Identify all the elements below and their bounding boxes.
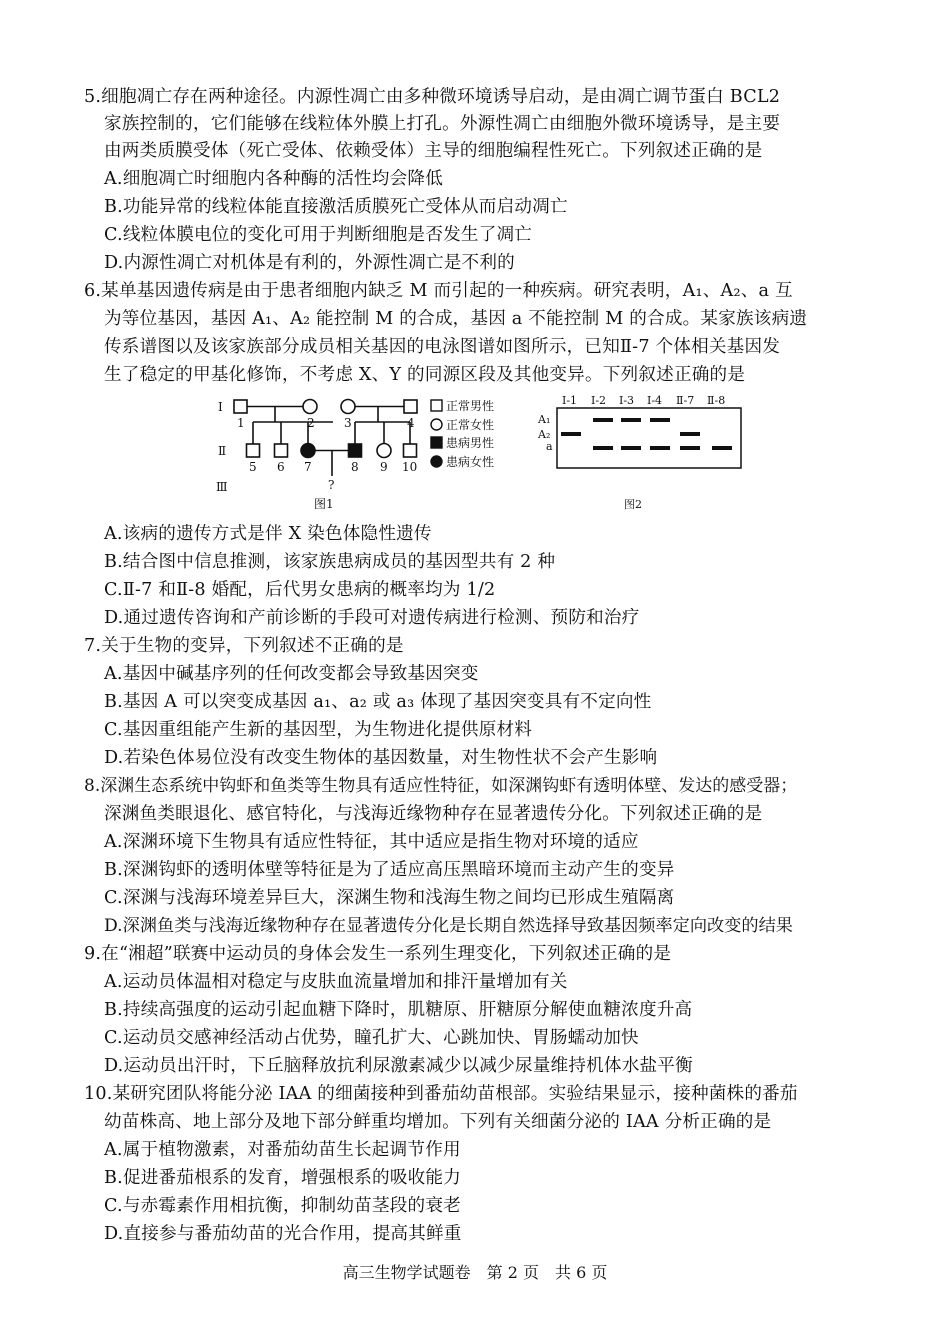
lane-label-i3: Ⅰ-3 — [619, 394, 635, 407]
q6-option-b: B.结合图中信息推测，该家族患病成员的基因型共有 2 种 — [104, 552, 556, 572]
q10-stem-line1: 10.某研究团队将能分泌 IAA 的细菌接种到番茄幼苗根部。实验结果显示，接种菌株的番茄 — [84, 1084, 798, 1104]
lane-label-ii7: Ⅱ-7 — [676, 394, 695, 407]
pedigree-ii8-affected-male — [349, 444, 362, 457]
band-i3-a — [621, 446, 641, 450]
band-i4-a1 — [650, 418, 670, 422]
legend-normal-male-icon — [431, 400, 442, 411]
pedigree-num-1: 1 — [237, 416, 245, 430]
band-i2-a — [593, 446, 613, 450]
lane-label-i4: Ⅰ-4 — [647, 394, 663, 407]
q9-stem-line1: 9.在“湘超”联赛中运动员的身体会发生一系列生理变化，下列叙述正确的是 — [84, 944, 672, 964]
electrophoresis-figure — [534, 392, 746, 514]
q10-option-a: A.属于植物激素，对番茄幼苗生长起调节作用 — [104, 1140, 461, 1160]
pedigree-figure — [210, 392, 510, 514]
band-ii7-a2 — [680, 432, 700, 436]
legend-normal-female: 正常女性 — [446, 418, 495, 432]
pedigree-num-4: 4 — [407, 416, 415, 430]
pedigree-ii5-normal-male — [247, 444, 260, 457]
q9-option-b: B.持续高强度的运动引起血糖下降时，肌糖原、肝糖原分解使血糖浓度升高 — [104, 1000, 693, 1020]
pedigree-num-10: 10 — [402, 460, 418, 474]
pedigree-ii6-normal-male — [275, 444, 288, 457]
allele-label-a1: A₁ — [538, 413, 551, 426]
legend-normal-male: 正常男性 — [446, 399, 495, 413]
pedigree-gen-i-label: Ⅰ — [218, 400, 223, 414]
q7-option-d: D.若染色体易位没有改变生物体的基因数量，对生物性状不会产生影响 — [104, 748, 658, 768]
pedigree-gen-iii-label: Ⅲ — [216, 480, 228, 494]
q9-option-d: D.运动员出汗时，下丘脑释放抗利尿激素减少以减少尿量维持机体水盐平衡 — [104, 1056, 693, 1076]
q6-stem-line4: 生了稳定的甲基化修饰，不考虑 X、Y 的同源区段及其他变异。下列叙述正确的是 — [104, 365, 746, 385]
pedigree-offspring-question: ? — [328, 478, 335, 492]
q8-option-c: C.深渊与浅海环境差异巨大，深渊生物和浅海生物之间均已形成生殖隔离 — [104, 888, 675, 908]
pedigree-num-6: 6 — [277, 460, 285, 474]
legend-affected-male: 患病男性 — [446, 436, 495, 450]
figure1-caption: 图1 — [314, 497, 334, 511]
q10-stem-line2: 幼苗株高、地上部分及地下部分鲜重均增加。下列有关细菌分泌的 IAA 分析正确的是 — [104, 1112, 772, 1132]
q10-option-d: D.直接参与番茄幼苗的光合作用，提高其鲜重 — [104, 1224, 462, 1244]
pedigree-i4-normal-male — [404, 400, 417, 413]
lane-label-i2: Ⅰ-2 — [591, 394, 607, 407]
figure2-caption: 图2 — [624, 498, 642, 511]
q8-option-d: D.深渊鱼类与浅海近缘物种存在显著遗传分化是长期自然选择导致基因频率定向改变的结果 — [104, 916, 793, 936]
pedigree-ii7-affected-female — [301, 444, 315, 458]
q6-stem-line3: 传系谱图以及该家族部分成员相关基因的电泳图谱如图所示，已知Ⅱ-7 个体相关基因发 — [104, 337, 781, 357]
q5-stem-line1: 5.细胞凋亡存在两种途径。内源性凋亡由多种微环境诱导启动，是由凋亡调节蛋白 BCL2 — [84, 87, 781, 107]
q10-option-b: B.促进番茄根系的发育，增强根系的吸收能力 — [104, 1168, 462, 1188]
q7-option-a: A.基因中碱基序列的任何改变都会导致基因突变 — [104, 664, 479, 684]
legend-affected-female-icon — [431, 456, 442, 467]
q6-stem-line1: 6.某单基因遗传病是由于患者细胞内缺乏 M 而引起的一种疾病。研究表明，A₁、A₂、a 互 — [84, 281, 793, 301]
lane-label-ii8: Ⅱ-8 — [707, 394, 726, 407]
band-i2-a1 — [593, 418, 613, 422]
page-footer: 高三生物学试题卷 第 2 页 共 6 页 — [342, 1263, 608, 1282]
q8-option-b: B.深渊钩虾的透明体壁等特征是为了适应高压黑暗环境而主动产生的变异 — [104, 860, 675, 880]
allele-label-a2: A₂ — [538, 428, 551, 441]
pedigree-num-2: 2 — [307, 416, 315, 430]
legend-affected-female: 患病女性 — [446, 455, 495, 469]
pedigree-i2-normal-female — [303, 400, 317, 414]
pedigree-i1-normal-male — [234, 400, 247, 413]
pedigree-gen-ii-label: Ⅱ — [218, 444, 227, 458]
q9-option-c: C.运动员交感神经活动占优势，瞳孔扩大、心跳加快、胃肠蠕动加快 — [104, 1028, 639, 1048]
pedigree-i3-normal-female — [341, 400, 355, 414]
q6-stem-line2: 为等位基因，基因 A₁、A₂ 能控制 M 的合成，基因 a 不能控制 M 的合成。某家族该病遗 — [104, 309, 808, 329]
q5-option-c: C.线粒体膜电位的变化可用于判断细胞是否发生了凋亡 — [104, 225, 533, 245]
pedigree-ii9-normal-female — [377, 444, 391, 458]
q8-stem-line2: 深渊鱼类眼退化、感官特化，与浅海近缘物种存在显著遗传分化。下列叙述正确的是 — [104, 804, 763, 824]
q7-option-b: B.基因 A 可以突变成基因 a₁、a₂ 或 a₃ 体现了基因突变具有不定向性 — [104, 692, 652, 712]
q9-option-a: A.运动员体温相对稳定与皮肤血流量增加和排汗量增加有关 — [104, 972, 568, 992]
q6-option-a: A.该病的遗传方式是伴 X 染色体隐性遗传 — [104, 524, 432, 544]
legend-normal-female-icon — [431, 419, 442, 430]
q6-option-c: C.Ⅱ-7 和Ⅱ-8 婚配，后代男女患病的概率均为 1/2 — [104, 580, 496, 600]
q5-option-b: B.功能异常的线粒体能直接激活质膜死亡受体从而启动凋亡 — [104, 197, 568, 217]
pedigree-num-8: 8 — [351, 460, 359, 474]
pedigree-num-7: 7 — [304, 460, 312, 474]
q5-stem-line3: 由两类质膜受体（死亡受体、依赖受体）主导的细胞编程性死亡。下列叙述正确的是 — [104, 141, 763, 161]
pedigree-num-9: 9 — [380, 460, 388, 474]
legend-affected-male-icon — [431, 437, 442, 448]
q5-option-a: A.细胞凋亡时细胞内各种酶的活性均会降低 — [104, 169, 443, 189]
q5-option-d: D.内源性凋亡对机体是有利的，外源性凋亡是不利的 — [104, 253, 515, 273]
q10-option-c: C.与赤霉素作用相抗衡，抑制幼苗茎段的衰老 — [104, 1196, 461, 1216]
band-ii7-a — [680, 446, 700, 450]
band-ii8-a — [712, 446, 732, 450]
band-i3-a1 — [621, 418, 641, 422]
q5-stem-line2: 家族控制的，它们能够在线粒体外膜上打孔。外源性凋亡由细胞外微环境诱导，是主要 — [104, 114, 781, 134]
band-i1-a2 — [561, 432, 581, 436]
q6-option-d: D.通过遗传咨询和产前诊断的手段可对遗传病进行检测、预防和治疗 — [104, 608, 640, 628]
q8-option-a: A.深渊环境下生物具有适应性特征，其中适应是指生物对环境的适应 — [104, 832, 639, 852]
pedigree-num-5: 5 — [249, 460, 257, 474]
gel-frame — [557, 408, 741, 468]
q8-stem-line1: 8.深渊生态系统中钩虾和鱼类等生物具有适应性特征，如深渊钩虾有透明体壁、发达的感受器； — [84, 776, 798, 796]
band-i4-a — [650, 446, 670, 450]
allele-label-a: a — [546, 440, 553, 453]
pedigree-ii10-normal-male — [404, 444, 417, 457]
lane-label-i1: Ⅰ-1 — [562, 394, 578, 407]
q7-stem-line1: 7.关于生物的变异，下列叙述不正确的是 — [84, 636, 404, 656]
pedigree-num-3: 3 — [344, 416, 352, 430]
q7-option-c: C.基因重组能产生新的基因型，为生物进化提供原材料 — [104, 720, 533, 740]
